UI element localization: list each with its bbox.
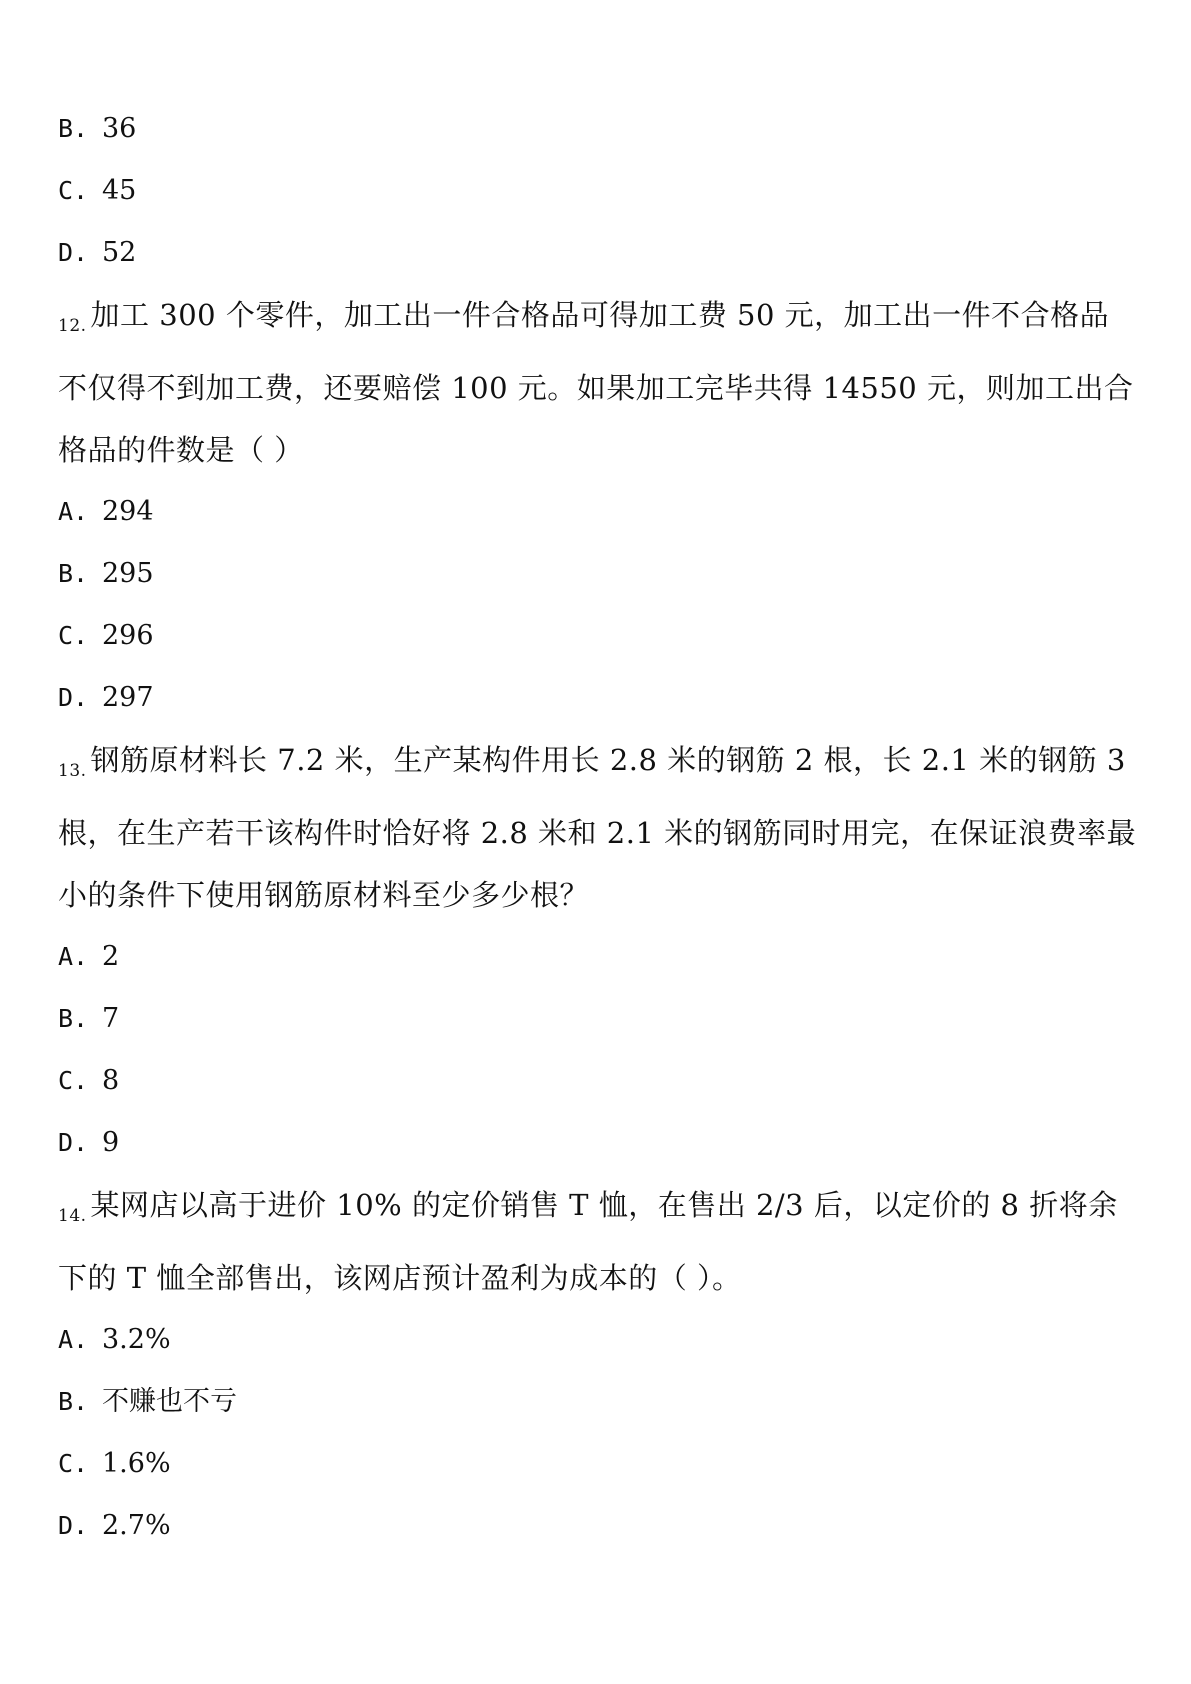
option-text: 296 [102,620,154,651]
option-text: 3.2% [102,1324,171,1355]
question-text: 加工 300 个零件，加工出一件合格品可得加工费 50 元，加工出一件不合格品不仅得不到加工费，还要赔偿 100 元。如果加工完毕共得 14550 元，则加工出合格品的件数是（ ） [58,298,1134,467]
question-13 [58,729,1138,926]
option-14-a [58,1309,1138,1371]
option-letter: C. [58,1066,89,1095]
question-number: 12. [58,316,87,336]
option-letter: D. [58,1128,89,1157]
option-14-d [58,1495,1138,1557]
question-14 [58,1174,1138,1309]
option-13-a [58,926,1138,988]
option-letter: C. [58,176,89,205]
option-text: 45 [102,175,137,206]
option-text: 8 [102,1065,120,1096]
option-text: 36 [102,113,137,144]
option-prev-c [58,160,1138,222]
option-text: 1.6% [102,1448,171,1479]
option-text: 2 [102,941,120,972]
option-14-b [58,1371,1138,1433]
option-letter: D. [58,238,89,267]
question-number: 14. [58,1206,87,1226]
option-letter: B. [58,1004,89,1033]
option-text: 2.7% [102,1510,171,1541]
option-letter: A. [58,497,89,526]
option-text: 295 [102,558,154,589]
document-page [58,98,1138,1557]
option-letter: B. [58,1387,89,1416]
option-text: 52 [102,237,137,268]
option-text: 7 [102,1003,120,1034]
option-text: 294 [102,496,154,527]
option-14-c [58,1433,1138,1495]
question-text: 某网店以高于进价 10% 的定价销售 T 恤，在售出 2/3 后，以定价的 8 折将余下的 T 恤全部售出，该网店预计盈利为成本的（ ）。 [58,1188,1118,1295]
question-number: 13. [58,761,87,781]
question-text: 钢筋原材料长 7.2 米，生产某构件用长 2.8 米的钢筋 2 根，长 2.1 米的钢筋 3 根，在生产若干该构件时恰好将 2.8 米和 2.1 米的钢筋同时用完，在保证浪费率最小的条件下使用钢筋原材料至少多少根？ [58,743,1137,912]
option-13-c [58,1050,1138,1112]
option-text: 9 [102,1127,120,1158]
option-prev-b [58,98,1138,160]
option-12-a [58,481,1138,543]
option-prev-d [58,222,1138,284]
option-text: 不赚也不亏 [102,1386,237,1417]
option-letter: D. [58,1511,89,1540]
option-text: 297 [102,682,154,713]
option-letter: B. [58,559,89,588]
option-letter: A. [58,942,89,971]
option-12-d [58,667,1138,729]
option-13-d [58,1112,1138,1174]
option-letter: B. [58,114,89,143]
option-letter: A. [58,1325,89,1354]
option-letter: C. [58,621,89,650]
option-letter: D. [58,683,89,712]
question-12 [58,284,1138,481]
option-12-b [58,543,1138,605]
option-12-c [58,605,1138,667]
option-13-b [58,988,1138,1050]
option-letter: C. [58,1449,89,1478]
